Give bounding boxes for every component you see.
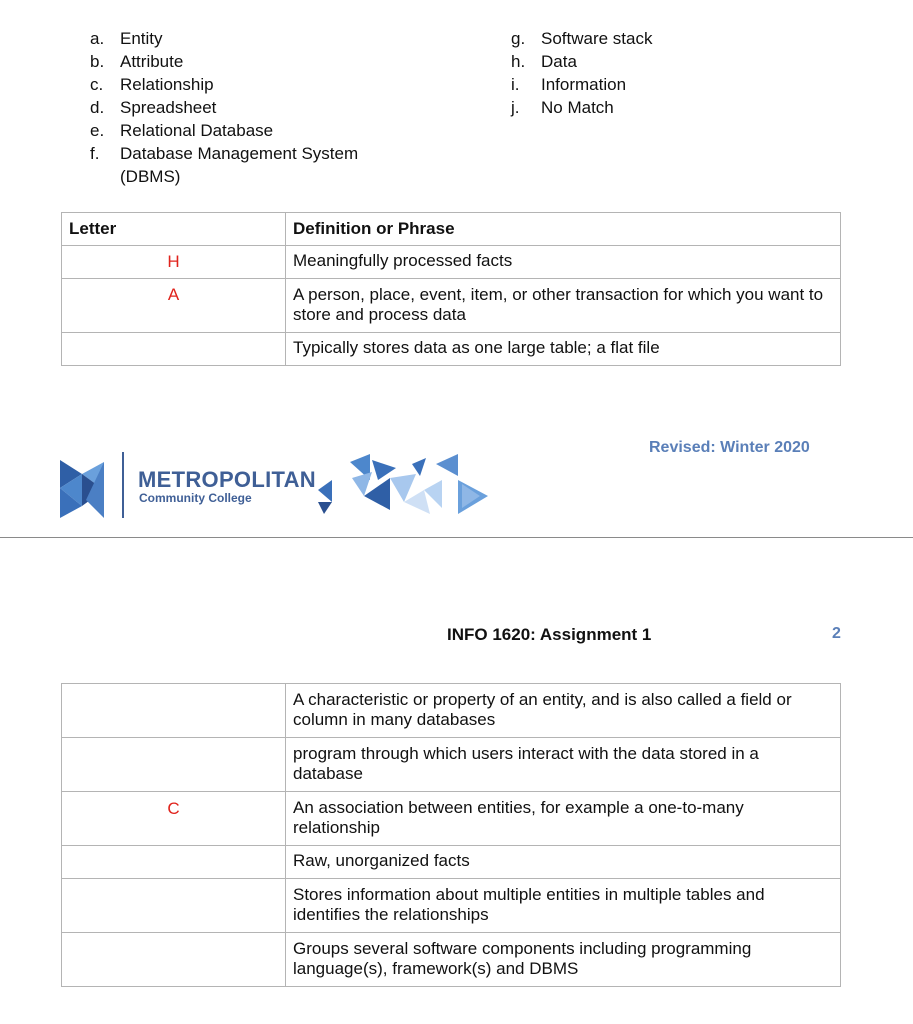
option-item: [90, 73, 420, 96]
answer-letter[interactable]: C: [62, 792, 286, 846]
logo-title: METROPOLITAN: [138, 467, 316, 492]
table-row: [62, 879, 841, 933]
college-logo: [60, 450, 560, 526]
table-row: [62, 333, 841, 366]
matching-table-page2: [61, 683, 841, 987]
option-text: Attribute: [120, 52, 184, 71]
definition-text: An association between entities, for example a one-to-many relationship: [286, 792, 841, 846]
option-item: [90, 27, 420, 50]
table-row: [62, 933, 841, 987]
table-header-row: [62, 213, 841, 246]
table-row: [62, 792, 841, 846]
option-text: Database Management System (DBMS): [120, 144, 359, 186]
options-list-left: [90, 27, 420, 188]
option-text: Relationship: [120, 75, 214, 94]
table-row: [62, 246, 841, 279]
option-text: Spreadsheet: [120, 98, 217, 117]
option-letter: b.: [90, 52, 105, 71]
answer-letter[interactable]: A: [62, 279, 286, 333]
logo-mark-icon: [60, 460, 120, 520]
option-text: Data: [541, 52, 577, 71]
option-item: [90, 142, 420, 188]
option-letter: a.: [90, 29, 105, 48]
answer-letter[interactable]: H: [62, 246, 286, 279]
option-text: Entity: [120, 29, 163, 48]
table-row: [62, 738, 841, 792]
answer-letter[interactable]: [62, 333, 286, 366]
option-text: Relational Database: [120, 121, 274, 140]
definition-text: Groups several software components including programming language(s), framework(s) and DBMS: [286, 933, 841, 987]
option-letter: g.: [511, 29, 526, 48]
option-item: [90, 96, 420, 119]
definition-text: Typically stores data as one large table; a flat file: [286, 333, 841, 366]
option-letter: j.: [511, 98, 520, 117]
option-letter: f.: [90, 144, 100, 163]
answer-letter[interactable]: [62, 846, 286, 879]
header-definition: Definition or Phrase: [286, 213, 841, 246]
revised-date: Revised: Winter 2020: [649, 439, 810, 456]
answer-letter[interactable]: [62, 879, 286, 933]
definition-text: Stores information about multiple entities in multiple tables and identifies the relationships: [286, 879, 841, 933]
page-number: 2: [832, 625, 841, 642]
option-text: Information: [541, 75, 627, 94]
table-row: [62, 279, 841, 333]
option-letter: e.: [90, 121, 105, 140]
option-letter: h.: [511, 52, 526, 71]
answer-letter[interactable]: [62, 684, 286, 738]
option-item: [511, 96, 811, 119]
decorative-triangles-icon: [312, 450, 552, 526]
definition-text: A person, place, event, item, or other transaction for which you want to store and process data: [286, 279, 841, 333]
page-divider: [0, 537, 913, 538]
option-text: Software stack: [541, 29, 653, 48]
page-title: INFO 1620: Assignment 1: [447, 625, 652, 644]
definition-text: Raw, unorganized facts: [286, 846, 841, 879]
logo-divider: [122, 452, 124, 518]
table-row: [62, 684, 841, 738]
option-letter: d.: [90, 98, 105, 117]
answer-letter[interactable]: [62, 738, 286, 792]
option-letter: i.: [511, 75, 520, 94]
table-row: [62, 846, 841, 879]
definition-text: A characteristic or property of an entity, and is also called a field or column in many databases: [286, 684, 841, 738]
logo-subtitle: Community College: [139, 491, 252, 505]
matching-table-page1: [61, 212, 841, 366]
option-letter: c.: [90, 75, 104, 94]
option-item: [90, 119, 420, 142]
definition-text: program through which users interact with the data stored in a database: [286, 738, 841, 792]
options-list-right: [511, 27, 811, 119]
option-item: [90, 50, 420, 73]
definition-text: Meaningfully processed facts: [286, 246, 841, 279]
option-text: No Match: [541, 98, 614, 117]
option-item: [511, 73, 811, 96]
option-item: [511, 50, 811, 73]
header-letter: Letter: [62, 213, 286, 246]
option-item: [511, 27, 811, 50]
answer-letter[interactable]: [62, 933, 286, 987]
